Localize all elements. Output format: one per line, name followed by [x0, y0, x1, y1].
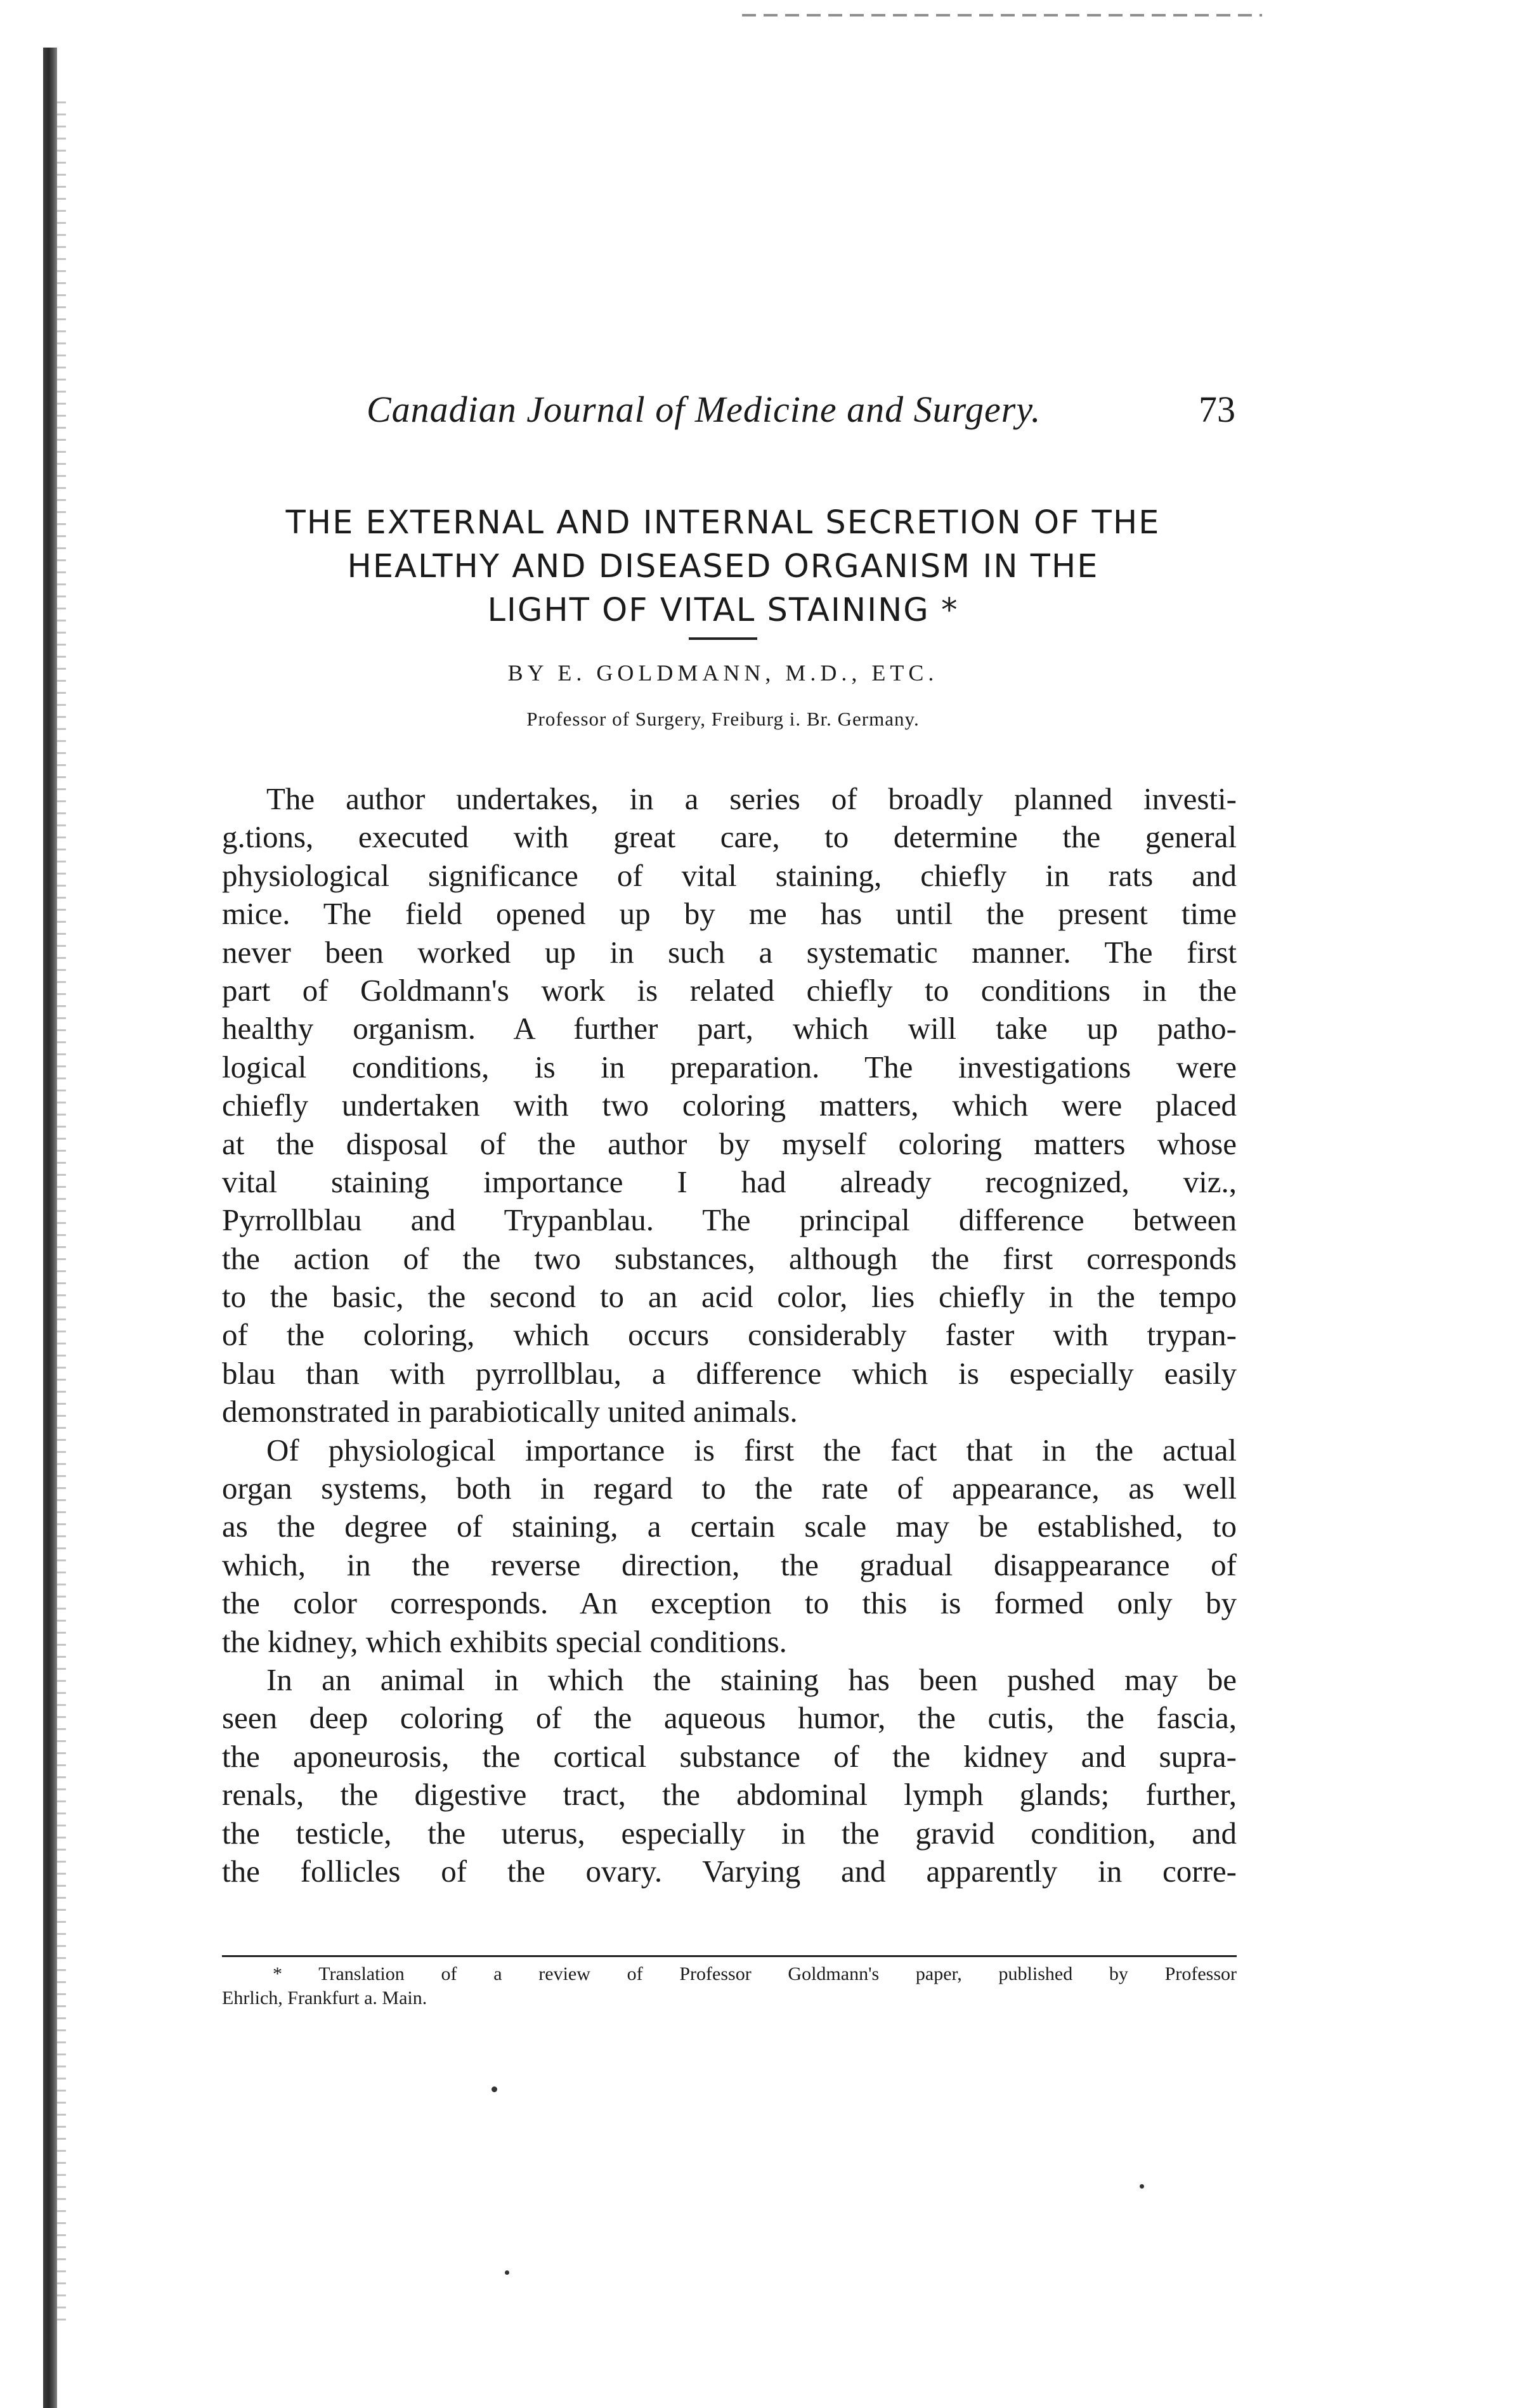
text-line: g.tions, executed with great care, to determine the general — [222, 819, 1237, 855]
text-line: the action of the two substances, although the first corresponds — [222, 1240, 1237, 1276]
title-divider — [689, 637, 757, 640]
author-affiliation: Professor of Surgery, Freiburg i. Br. Germany. — [526, 708, 920, 730]
text-line: to the basic, the second to an acid color, lies chiefly in the tempo — [222, 1279, 1237, 1315]
article-body — [222, 780, 1237, 1891]
text-line: at the disposal of the author by myself coloring matters whose — [222, 1126, 1237, 1161]
text-line: healthy organism. A further part, which will take up patho- — [222, 1011, 1237, 1046]
page-number: 73 — [1199, 389, 1235, 430]
text-line: physiological significance of vital staining, chiefly in rats and — [222, 857, 1237, 893]
text-line: never been worked up in such a systematic manner. The first — [222, 934, 1237, 970]
text-line: demonstrated in parabiotically united animals. — [222, 1394, 798, 1429]
text-line: part of Goldmann's work is related chiefly to conditions in the — [222, 972, 1237, 1008]
scan-speck — [1140, 2184, 1144, 2189]
text-line: renals, the digestive tract, the abdominal lymph glands; further, — [222, 1777, 1237, 1813]
running-head — [367, 388, 1235, 439]
binding-edge-shadow — [43, 48, 57, 2408]
scan-speck — [492, 2086, 497, 2092]
text-line: the aponeurosis, the cortical substance of the kidney and supra- — [222, 1738, 1237, 1774]
text-line: the testicle, the uterus, especially in the gravid condition, and — [222, 1815, 1237, 1851]
text-line: Of physiological importance is first the fact that in the actual — [266, 1432, 1237, 1468]
text-line: which, in the reverse direction, the gradual disappearance of — [222, 1547, 1237, 1582]
text-line: Pyrrollblau and Trypanblau. The principal difference between — [222, 1202, 1237, 1238]
footnote-divider — [222, 1955, 1237, 1957]
footnote — [222, 1962, 1237, 2010]
footnote-line: * Translation of a review of Professor Goldmann's paper, published by Professor — [273, 1963, 1237, 1984]
text-line: logical conditions, is in preparation. The investigations were — [222, 1049, 1237, 1084]
title-line: THE EXTERNAL AND INTERNAL SECRETION OF THE — [285, 504, 1161, 542]
paragraph — [222, 1661, 1237, 1891]
scan-streak — [742, 14, 1262, 16]
text-line: In an animal in which the staining has been pushed may be — [266, 1662, 1237, 1697]
journal-title: Canadian Journal of Medicine and Surgery. — [367, 389, 1041, 430]
text-line: chiefly undertaken with two coloring matters, which were placed — [222, 1088, 1237, 1123]
text-line: vital staining importance I had already recognized, viz., — [222, 1164, 1237, 1199]
paragraph — [222, 780, 1237, 1431]
footnote-line: Ehrlich, Frankfurt a. Main. — [222, 1988, 427, 2008]
text-line: the follicles of the ovary. Varying and apparently in corre- — [222, 1853, 1237, 1889]
text-line: organ systems, both in regard to the rate of appearance, as well — [222, 1471, 1237, 1506]
title-line: HEALTHY AND DISEASED ORGANISM IN THE — [347, 548, 1099, 585]
paragraph — [222, 1431, 1237, 1661]
text-line: The author undertakes, in a series of broadly planned investi- — [266, 781, 1237, 816]
text-line: mice. The field opened up by me has until the present time — [222, 896, 1237, 932]
title-line: LIGHT OF VITAL STAINING * — [487, 592, 959, 629]
text-line: of the coloring, which occurs considerably faster with trypan- — [222, 1317, 1237, 1353]
author-byline: BY E. GOLDMANN, M.D., ETC. — [507, 660, 939, 686]
scan-speck — [505, 2270, 509, 2275]
article-title — [209, 501, 1237, 632]
binding-speckle — [57, 101, 66, 2321]
text-line: blau than with pyrrollblau, a difference which is especially easily — [222, 1355, 1237, 1391]
text-line: the kidney, which exhibits special conditions. — [222, 1624, 787, 1659]
text-line: as the degree of staining, a certain scale may be established, to — [222, 1509, 1237, 1544]
text-line: the color corresponds. An exception to this is formed only by — [222, 1585, 1237, 1621]
text-line: seen deep coloring of the aqueous humor, the cutis, the fascia, — [222, 1700, 1237, 1736]
